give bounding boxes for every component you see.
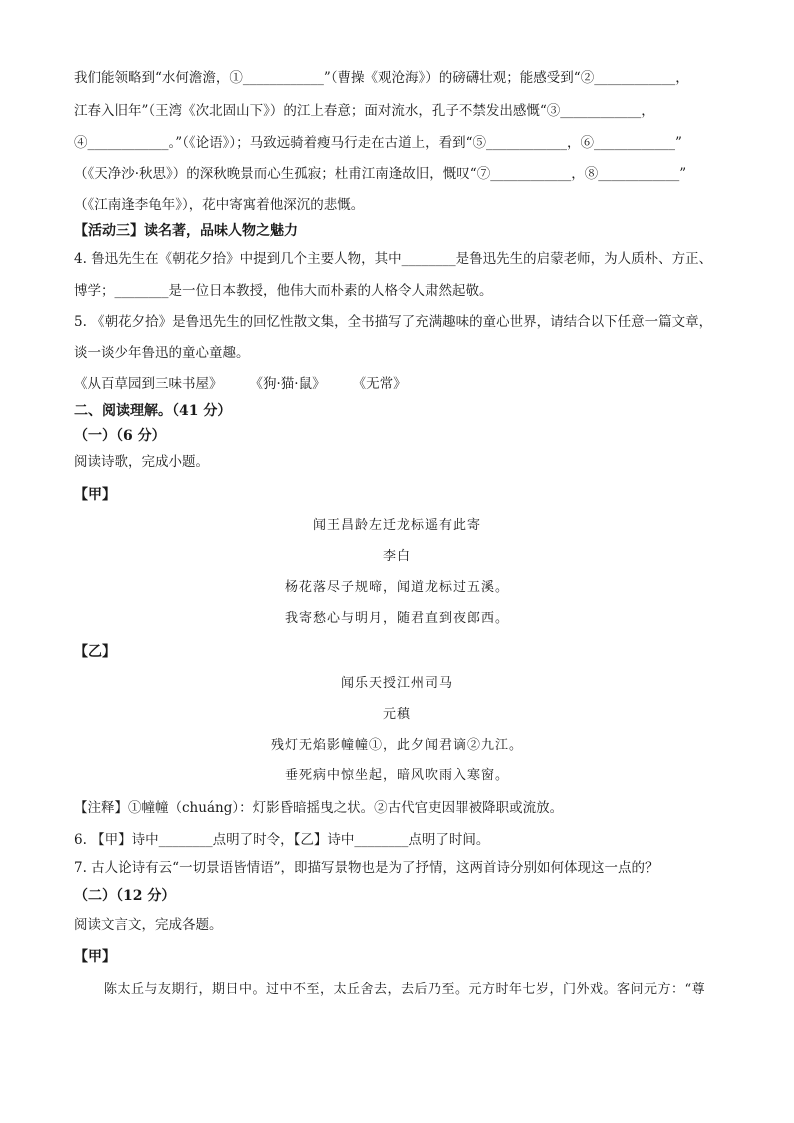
fill-blank-line-4: （《天净沙·秋思》）的深秋晚景而心生孤寂；杜甫江南逢故旧，慨叹“⑦____________，⑧____________” — [74, 166, 687, 182]
part-two-heading: （二）（12 分） — [74, 888, 176, 904]
classical-a-text-line-1: 陈太丘与友期行，期日中。过中不至，太丘舍去，去后乃至。元方时年七岁，门外戏。客问元方：“尊 — [104, 982, 706, 997]
classical-a-label: 【甲】 — [74, 949, 116, 965]
poem-a-title: 闻王昌龄左迁龙标遥有此寄 — [312, 518, 481, 533]
poem-a-author: 李白 — [382, 549, 411, 564]
instruction-poems: 阅读诗歌，完成小题。 — [74, 454, 209, 470]
fill-blank-line-3: ④____________。”（《论语》）；马致远骑着瘦马行走在古道上，看到“⑤____________，⑥____________” — [74, 135, 682, 151]
question-4-line-1: 4. 鲁迅先生在《朝花夕拾》中提到几个主要人物，其中________是鲁迅先生的启蒙老师，为人质朴、方正、 — [74, 251, 713, 267]
poem-b-line-1: 残灯无焰影幢幢①，此夕闻君谪②九江。 — [270, 738, 523, 753]
poem-b-label: 【乙】 — [74, 644, 116, 660]
fill-blank-line-5: （《江南逢李龟年》），花中寄寓着他深沉的悲慨。 — [74, 197, 365, 213]
poem-b-title: 闻乐天授江州司马 — [340, 676, 453, 691]
poem-a-line-2: 我寄愁心与明月，随君直到夜郎西。 — [284, 611, 509, 626]
poem-b-line-2: 垂死病中惊坐起，暗风吹雨入寒窗。 — [284, 768, 509, 783]
activity-three-heading: 【活动三】读名著，品味人物之魅力 — [74, 223, 298, 239]
poem-b-author: 元稹 — [382, 707, 411, 722]
question-7: 7. 古人论诗有云“一切景语皆情语”，即描写景物也是为了抒情，这两首诗分别如何体现这一点的？ — [74, 860, 659, 876]
annotation: 【注释】①幢幢（chuáng）：灯影昏暗摇曳之状。②古代官吏因罪被降职或流放。 — [74, 800, 564, 816]
essay-options: 《从百草园到三味书屋》 《狗·猫·鼠》 《无常》 — [74, 376, 407, 392]
section-two-heading: 二、阅读理解。（41 分） — [74, 403, 232, 419]
question-4-line-2: 博学；________是一位日本教授，他伟大而朴素的人格令人肃然起敬。 — [74, 283, 493, 299]
poem-a-label: 【甲】 — [74, 487, 116, 503]
fill-blank-line-2: 江春入旧年”（王湾《次北固山下》）的江上春意；面对流水，孔子不禁发出感慨“③____________， — [74, 103, 655, 119]
instruction-classical: 阅读文言文，完成各题。 — [74, 917, 223, 933]
fill-blank-line-1: 我们能领略到“水何澹澹，①____________”（曹操《观沧海》）的磅礴壮观；能感受到“②____________， — [74, 70, 689, 86]
part-one-heading: （一）（6 分） — [74, 428, 166, 444]
poem-a-line-1: 杨花落尽子规啼，闻道龙标过五溪。 — [284, 580, 509, 595]
question-5-line-1: 5. 《朝花夕拾》是鲁迅先生的回忆性散文集，全书描写了充满趣味的童心世界，请结合以下任意一篇文章， — [74, 314, 713, 330]
question-6: 6. 【甲】诗中________点明了时令，【乙】诗中________点明了时间。 — [74, 832, 490, 848]
question-5-line-2: 谈一谈少年鲁迅的童心童趣。 — [74, 345, 250, 361]
